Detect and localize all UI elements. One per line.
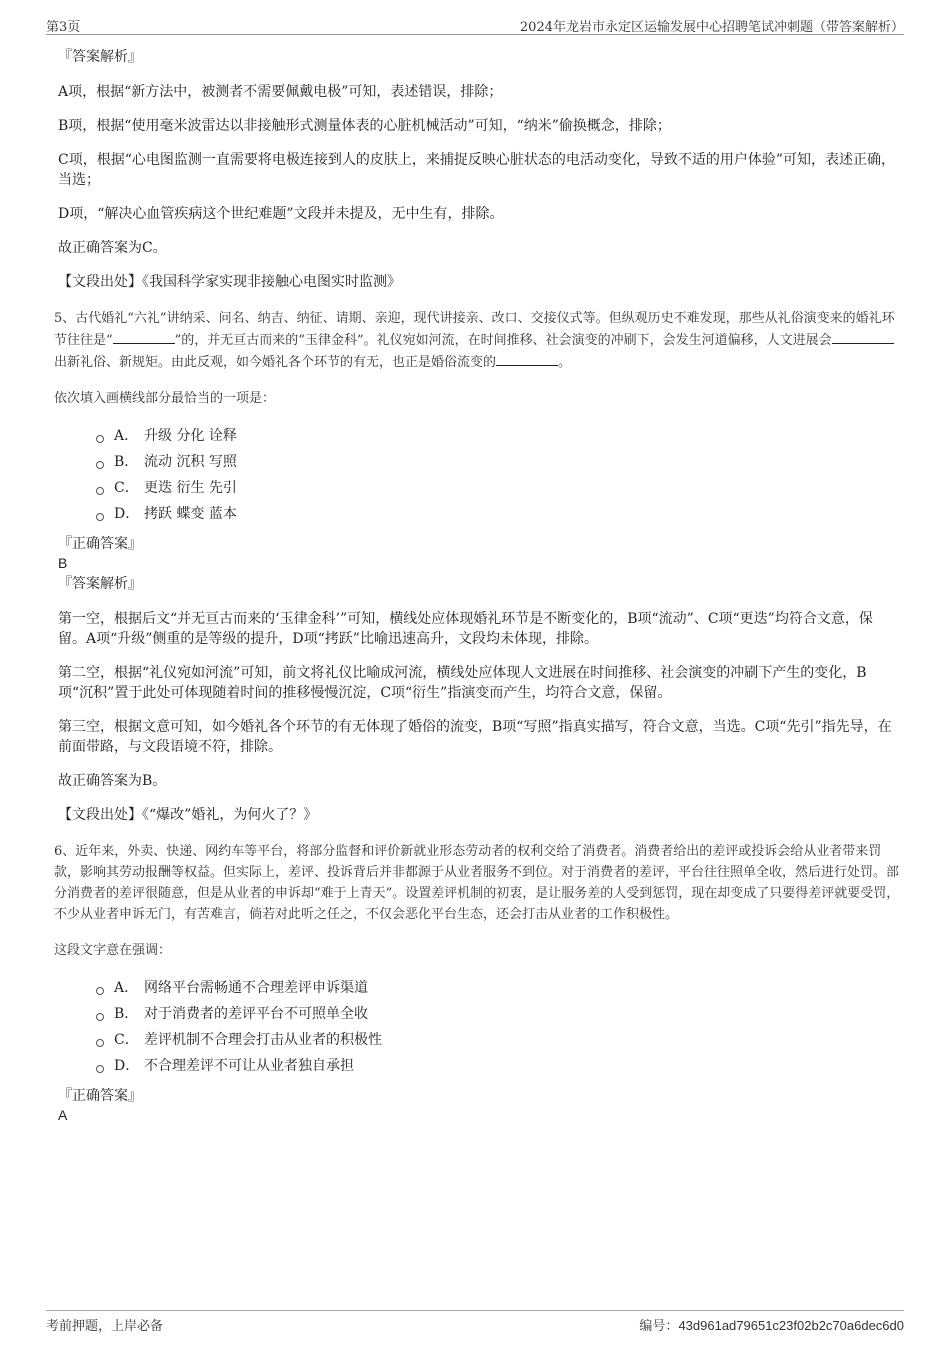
option-a[interactable] — [96, 975, 900, 1001]
option-b[interactable] — [96, 1001, 900, 1027]
code-value: 43d961ad79651c23f02b2c70a6dec6d0 — [678, 1318, 904, 1333]
option-d[interactable] — [96, 1053, 900, 1079]
question-text-part: 出新礼俗、新规矩。由此反观，如今婚礼各个环节的有无，也正是婚俗流变的 — [54, 355, 497, 370]
question-prompt: 这段文字意在强调： — [54, 943, 172, 958]
analysis-paragraph: 第一空，根据后文“并无亘古而来的‘玉律金科’”可知，横线处应体现婚礼环节是不断变化的，B项“流动”、C项“更迭”均符合文意，保留。A项“升级”侧重的是等级的提升，D项“拷跃”比喻迅速高升，文段均未体现，排除。 — [58, 611, 873, 647]
option-text: 对于消费者的差评平台不可照单全收 — [144, 1006, 368, 1022]
code-label: 编号： — [639, 1318, 679, 1333]
option-text: 流动 沉积 写照 — [144, 454, 237, 470]
correct-answer-label: 『正确答案』 — [58, 536, 142, 552]
passage-source: 【文段出处】《我国科学家实现非接触心电图实时监测》 — [58, 274, 401, 290]
correct-answer: B — [58, 555, 68, 571]
radio-icon[interactable] — [96, 1065, 104, 1073]
fill-blank — [832, 329, 894, 344]
option-list — [54, 423, 900, 527]
analysis-paragraph: C项，根据“心电图监测一直需要将电极连接到人的皮肤上，来捕捉反映心脏状态的电活动变化，导致不适的用户体验”可知，表述正确，当选； — [58, 152, 896, 188]
option-letter: D． — [114, 506, 140, 522]
option-text: 不合理差评不可让从业者独自承担 — [144, 1058, 354, 1074]
analysis-paragraph: D项，“解决心血管疾病这个世纪难题”文段并未提及，无中生有，排除。 — [58, 206, 504, 222]
option-letter: D． — [114, 1058, 140, 1074]
radio-icon[interactable] — [96, 435, 104, 443]
passage-source: 【文段出处】《“爆改”婚礼，为何火了？》 — [58, 807, 318, 823]
answer-analysis-label: 『答案解析』 — [58, 49, 142, 65]
question-prompt: 依次填入画横线部分最恰当的一项是： — [54, 391, 276, 406]
question-5-text — [54, 308, 900, 373]
fill-blank — [496, 351, 558, 366]
radio-icon[interactable] — [96, 1039, 104, 1047]
correct-answer-label: 『正确答案』 — [58, 1088, 142, 1104]
radio-icon[interactable] — [96, 487, 104, 495]
option-c[interactable] — [96, 475, 900, 501]
question-6-text: 6、近年来，外卖、快递、网约车等平台，将部分监督和评价新就业形态劳动者的权利交给了消费者。消费者给出的差评或投诉会给从业者带来罚款，影响其劳动报酬等权益。但实际上，差评、投诉背后并非都源于从业者服务不到位。对于消费者的差评，平台往往照单全收，然后进行处罚。部分消费者的差评很随意，但是从业者的申诉却“难于上青天”。设置差评机制的初衷，是让服务差的人受到惩罚，现在却变成了只要得差评就要受罚，不少从业者申诉无门，有苦难言，倘若对此听之任之，不仅会恶化平台生态，还会打击从业者的工作积极性。 — [54, 844, 900, 922]
document-code — [639, 1315, 904, 1334]
question-text-part: 5、古代婚礼“六礼”讲纳采、问名、纳吉、纳征、请期、亲迎，现代讲接亲、改口、交接仪式等。但纵观历史不难发现，那些从礼俗演变来的婚礼环节往往是“ — [54, 311, 895, 348]
option-letter: A． — [114, 980, 139, 996]
document-body — [54, 40, 900, 1123]
option-list — [54, 975, 900, 1079]
correct-answer: A — [58, 1107, 68, 1123]
question-text-part: 。 — [558, 355, 572, 370]
radio-icon[interactable] — [96, 513, 104, 521]
option-d[interactable] — [96, 501, 900, 527]
option-b[interactable] — [96, 449, 900, 475]
option-text: 更迭 衍生 先引 — [144, 480, 237, 496]
option-text: 拷跃 蝶变 蓝本 — [144, 506, 237, 522]
conclusion: 故正确答案为C。 — [58, 240, 167, 256]
analysis-paragraph: A项，根据“新方法中，被测者不需要佩戴电极”可知，表述错误，排除； — [58, 84, 503, 100]
option-letter: B． — [114, 1006, 139, 1022]
analysis-paragraph: B项，根据“使用毫米波雷达以非接触形式测量体表的心脏机械活动”可知，“纳米”偷换概念，排除； — [58, 118, 671, 134]
document-title: 2024年龙岩市永定区运输发展中心招聘笔试冲刺题（带答案解析） — [519, 20, 904, 35]
fill-blank — [113, 329, 175, 344]
radio-icon[interactable] — [96, 1013, 104, 1021]
option-letter: C． — [114, 480, 139, 496]
analysis-paragraph: 第三空，根据文意可知，如今婚礼各个环节的有无体现了婚俗的流变，B项“写照”指真实描写，符合文意，当选。C项“先引”指先导，在前面带路，与文段语境不符，排除。 — [58, 719, 892, 755]
page-number: 第3页 — [46, 20, 81, 35]
option-letter: A． — [114, 428, 139, 444]
option-text: 升级 分化 诠释 — [144, 428, 237, 444]
option-a[interactable] — [96, 423, 900, 449]
answer-analysis-label: 『答案解析』 — [58, 576, 142, 592]
option-text: 差评机制不合理会打击从业者的积极性 — [144, 1032, 382, 1048]
question-text-part: ”的，并无亘古而来的“玉律金科”。礼仪宛如河流，在时间推移、社会演变的冲刷下，会发生河道偏移，人文进展会 — [174, 333, 832, 348]
footer-slogan: 考前押题，上岸必备 — [46, 1319, 164, 1334]
radio-icon[interactable] — [96, 987, 104, 995]
radio-icon[interactable] — [96, 461, 104, 469]
conclusion: 故正确答案为B。 — [58, 773, 167, 789]
option-text: 网络平台需畅通不合理差评申诉渠道 — [144, 980, 368, 996]
option-letter: B． — [114, 454, 139, 470]
page-footer — [46, 1310, 904, 1333]
option-letter: C． — [114, 1032, 139, 1048]
option-c[interactable] — [96, 1027, 900, 1053]
page-header — [46, 14, 904, 35]
analysis-paragraph: 第二空，根据“礼仪宛如河流”可知，前文将礼仪比喻成河流，横线处应体现人文进展在时间推移、社会演变的冲刷下产生的变化，B项“沉积”置于此处可体现随着时间的推移慢慢沉淀，C项“衍生”指演变而产生，均符合文意，保留。 — [58, 665, 867, 701]
